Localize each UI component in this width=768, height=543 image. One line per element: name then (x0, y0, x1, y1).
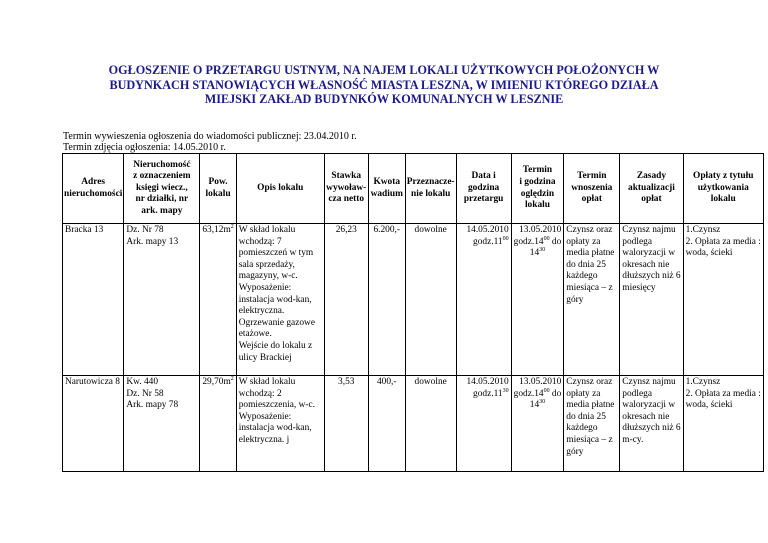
text-line: ark. mapy (141, 205, 183, 216)
text-line: Data i (471, 171, 496, 182)
text-line: nr działki, nr (135, 194, 189, 205)
text-line: Adres (81, 176, 106, 187)
text-line: Kwota (373, 176, 401, 187)
text-line: waloryzacji w (622, 248, 676, 259)
cell-fees (683, 376, 763, 472)
cell-update-rules (620, 224, 683, 376)
text-line: miesięcy (622, 282, 656, 293)
cell-address: Narutowicza 8 (63, 376, 124, 472)
cell-address: Bracka 13 (63, 224, 124, 376)
text-line: nieruchomości (64, 188, 123, 199)
text-line: Wyposażenie: (238, 411, 292, 422)
cell-description (236, 224, 324, 376)
text-line: pomieszczeń w tym (238, 248, 314, 259)
cell-purpose: dowolne (405, 376, 456, 472)
text-line: Dz. Nr 78 (126, 225, 164, 235)
text-line: z oznaczeniem (133, 171, 191, 182)
header-property (124, 154, 200, 224)
cell-payment-term (564, 224, 620, 376)
text-line: cza netto (328, 194, 365, 205)
text-line: Ark. mapy 13 (126, 236, 179, 247)
text-line: opłat (641, 194, 662, 205)
header-payment-term (564, 154, 620, 224)
title-line-3: MIEJSKI ZAKŁAD BUDYNKÓW KOMUNALNYCH W LESZNIE (204, 92, 564, 106)
title-line-2: BUDYNKACH STANOWIĄCYCH WŁASNOŚĆ MIASTA LESZNA, W IMIENIU KTÓREGO DZIAŁA (109, 77, 659, 92)
text-line: lokalu (710, 194, 736, 205)
cell-description (236, 376, 324, 472)
text-line: Czynsz oraz (566, 377, 613, 387)
text-line: pomieszczenia, w-c. (238, 400, 315, 411)
header-area (200, 154, 236, 224)
text-line: Zasady (636, 171, 667, 182)
text-line: lokalu (205, 188, 231, 199)
posting-date-text: Termin wywieszenia ogłoszenia do wiadomości publicznej: 23.04.2010 r. (63, 131, 357, 142)
text-line: Kw. 440 (126, 377, 159, 387)
text-line: 1.Czynsz (685, 225, 721, 235)
text-line: W skład lokalu (238, 377, 296, 387)
cell-viewing-time: 13.05.2010 $godz.14^{00}$ do $14^{30}$ (511, 376, 564, 472)
header-viewing-time (511, 154, 564, 224)
text-line: podlega (622, 236, 652, 247)
text-line: każdego (566, 423, 598, 434)
text-line: opłaty za (566, 236, 601, 247)
text-line: góry (566, 294, 584, 305)
text-line: Czynsz oraz (566, 225, 613, 235)
text-line: wadium (370, 188, 403, 199)
table-header-row (63, 154, 764, 224)
text-line: sala sprzedaży, (238, 259, 295, 270)
cell-deposit: 400,- (368, 376, 405, 472)
text-line: oględzin (520, 188, 555, 199)
text-line: 2. Opłata za media : (685, 388, 761, 399)
text-line: miesiąca – z (566, 434, 613, 445)
text-line: 1.Czynsz (685, 377, 721, 387)
text-line: Czynsz najmu (622, 225, 676, 235)
cell-fees (683, 224, 763, 376)
text-line: woda, ścieki (685, 248, 733, 259)
cell-area: $63,12m^2$ (200, 224, 236, 376)
text-line: wywoław- (326, 182, 367, 193)
text-line: Opłaty z tytułu (693, 171, 754, 182)
cell-purpose: dowolne (405, 224, 456, 376)
text-line: Nieruchomość (133, 159, 191, 170)
cell-tender-date: 14.05.2010 $godz.11^{00}$ (456, 224, 511, 376)
text-line: instalacja wod-kan, (238, 423, 312, 434)
cell-area: $29,70m^2$ (200, 376, 236, 472)
table-row (63, 224, 764, 376)
text-line: 2. Opłata za media : (685, 236, 761, 247)
text-line: Wyposażenie: (238, 282, 292, 293)
header-tender-date (456, 154, 511, 224)
text-line: media płatne (566, 248, 615, 259)
text-line: Termin (522, 165, 553, 176)
text-line: podlega (622, 388, 652, 399)
text-line: Czynsz najmu (622, 377, 676, 387)
text-line: opłat (581, 194, 602, 205)
text-line: Stawka (331, 171, 362, 182)
header-deposit (368, 154, 405, 224)
header-update-rules (620, 154, 683, 224)
text-line: każdego (566, 271, 598, 282)
text-line: woda, ścieki (685, 400, 733, 411)
cell-payment-term (564, 376, 620, 472)
text-line: wnoszenia (571, 182, 613, 193)
header-description (236, 154, 324, 224)
notice-title (0, 63, 768, 107)
text-line: etażowe. (238, 329, 272, 340)
text-line: Pow. (208, 176, 228, 187)
text-line: nie lokalu (411, 188, 451, 199)
text-line: dłuższych niż 6 (622, 271, 681, 282)
text-line: do dnia 25 (566, 259, 606, 270)
text-line: Ark. mapy 78 (126, 400, 179, 411)
cell-property (124, 376, 200, 472)
text-line: dłuższych niż 6 (622, 423, 681, 434)
tender-table (62, 153, 764, 472)
text-line: instalacja wod-kan, (238, 294, 312, 305)
text-line: elektryczna. j (238, 434, 290, 445)
text-line: do dnia 25 (566, 411, 606, 422)
text-line: Przeznacze- (406, 176, 455, 187)
cell-rate: 3,53 (324, 376, 368, 472)
text-line: miesiąca – z (566, 282, 613, 293)
text-line: przetargu (463, 194, 504, 205)
text-line: m-cy. (622, 434, 644, 445)
text-line: media płatne (566, 400, 615, 411)
text-line: okresach nie (622, 411, 670, 422)
removal-date-text: Termin zdjęcia ogłoszenia: 14.05.2010 r. (63, 142, 226, 153)
cell-property (124, 224, 200, 376)
header-address (63, 154, 124, 224)
header-fees (683, 154, 763, 224)
text-line: lokalu (524, 200, 550, 211)
title-line-1: OGŁOSZENIE O PRZETARGU USTNYM, NA NAJEM LOKALI UŻYTKOWYCH POŁOŻONYCH W (108, 63, 660, 77)
cell-rate: 26,23 (324, 224, 368, 376)
cell-update-rules (620, 376, 683, 472)
text-line: magazyny, w-c. (238, 271, 298, 282)
text-line: wchodzą: 2 (238, 388, 282, 399)
text-line: i godzina (519, 176, 556, 187)
table-row (63, 376, 764, 472)
text-line: W skład lokalu (238, 225, 296, 235)
text-line: Ogrzewanie gazowe (238, 317, 315, 328)
text-line: Wejście do lokalu z (238, 340, 313, 351)
text-line: godzina (467, 182, 500, 193)
text-line: wchodzą: 7 (238, 236, 282, 247)
cell-tender-date: 14.05.2010 $godz.11^{30}$ (456, 376, 511, 472)
text-line: aktualizacji (628, 182, 675, 193)
header-rate (324, 154, 368, 224)
text-line: księgi wiecz., (135, 182, 188, 193)
cell-viewing-time: 13.05.2010 $godz.14^{00}$ do $14^{30}$ (511, 224, 564, 376)
text-line: góry (566, 446, 584, 457)
text-line: Dz. Nr 58 (126, 388, 164, 399)
text-line: okresach nie (622, 259, 670, 270)
text-line: waloryzacji w (622, 400, 676, 411)
cell-deposit: 6.200,- (368, 224, 405, 376)
header-purpose (405, 154, 456, 224)
text-line: opłaty za (566, 388, 601, 399)
text-line: elektryczna. (238, 306, 285, 317)
text-line: Termin (577, 171, 607, 182)
text-line: ulicy Brackiej (238, 352, 292, 363)
text-line: Opis lokalu (257, 182, 304, 193)
text-line: użytkowania (697, 182, 749, 193)
